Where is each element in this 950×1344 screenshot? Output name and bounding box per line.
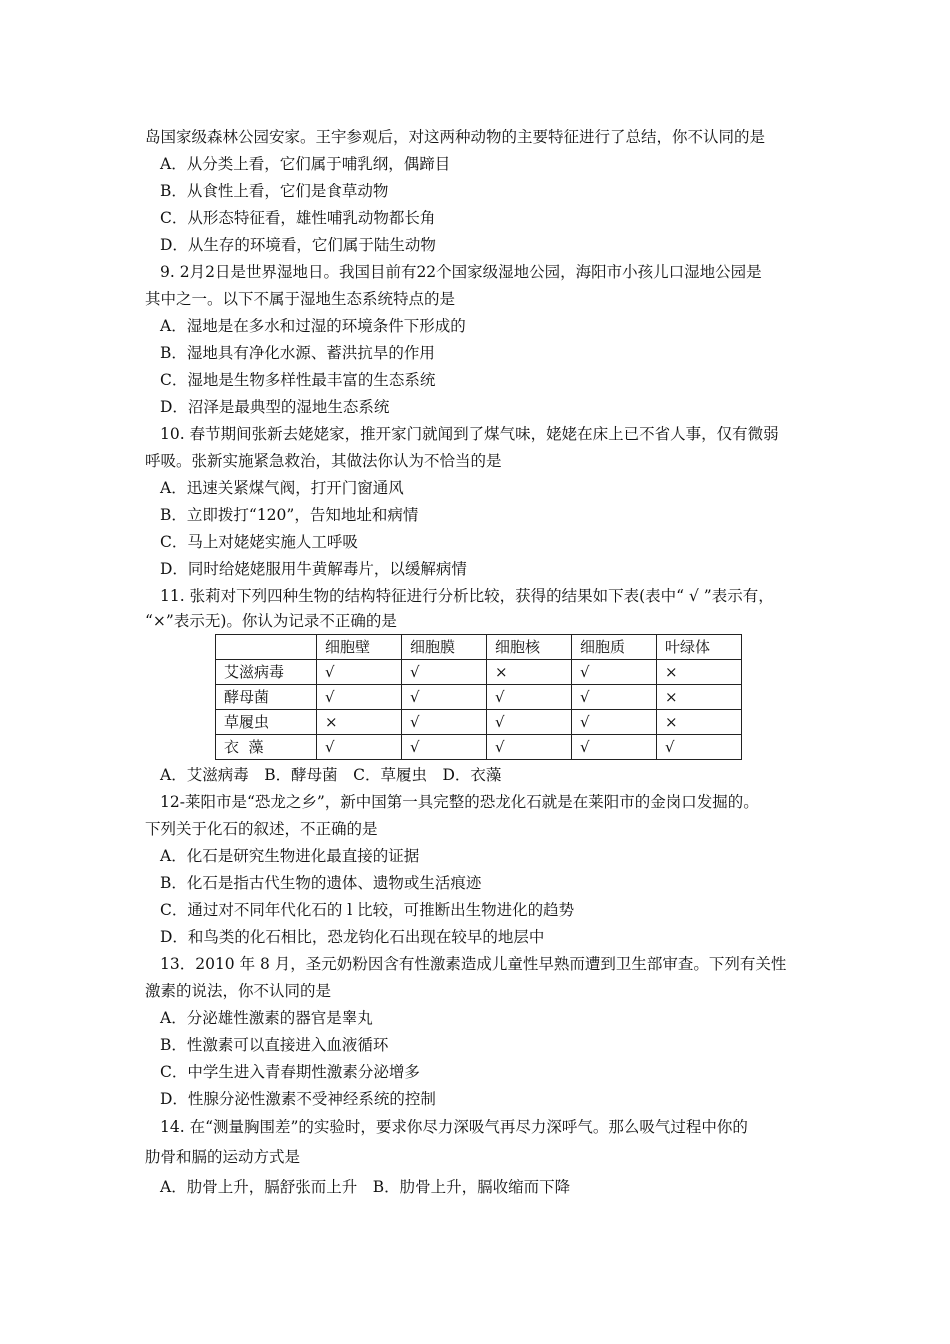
q10-option-b: B．立即拨打“120”，告知地址和病情 [160,506,419,524]
q13-option-c: C．中学生进入青春期性激素分泌增多 [160,1063,420,1081]
table-cell: √ [657,735,742,760]
q13-stem: 13．2010 年 8 月，圣元奶粉因含有性激素造成儿童性早熟而遭到卫生部审查。下列有关性 [160,955,787,973]
table-cell: √ [402,685,487,710]
table-cell: × [317,710,402,735]
q8-stem-continued: 岛国家级森林公园安家。王宇参观后，对这两种动物的主要特征进行了总结，你不认同的是 [145,128,766,146]
q9-option-a: A．湿地是在多水和过湿的环境条件下形成的 [160,317,466,335]
q8-option-a: A．从分类上看，它们属于哺乳纲，偶蹄目 [160,155,451,173]
table-cell: √ [572,735,657,760]
q8-option-c: C．从形态特征看，雄性哺乳动物都长角 [160,209,436,227]
q13-option-a: A．分泌雄性激素的器官是睾丸 [160,1009,373,1027]
q12-stem: 12-莱阳市是“恐龙之乡”，新中国第一具完整的恐龙化石就是在莱阳市的金岗口发掘的。 [160,793,759,811]
table-row-label: 艾滋病毒 [216,660,317,685]
q11-stem-cont: “×”表示无)。你认为记录不正确的是 [145,612,397,630]
q8-option-b: B．从食性上看，它们是食草动物 [160,182,389,200]
table-cell: √ [487,710,572,735]
q9-option-d: D．沼泽是最典型的湿地生态系统 [160,398,390,416]
q11-stem: 11. 张莉对下列四种生物的结构特征进行分析比较，获得的结果如下表(表中“ √ ”表示有， [160,587,774,605]
table-cell: √ [487,735,572,760]
q10-stem: 10. 春节期间张新去姥姥家，推开家门就闻到了煤气味，姥姥在床上已不省人事，仅有微弱 [160,425,779,443]
q9-option-b: B．湿地具有净化水源、蓄洪抗旱的作用 [160,344,435,362]
q9-option-c: C．湿地是生物多样性最丰富的生态系统 [160,371,436,389]
table-cell: √ [317,660,402,685]
table-header-cell: 细胞膜 [402,635,487,660]
table-header-cell: 细胞核 [487,635,572,660]
table-row [216,660,742,685]
table-header-cell: 叶绿体 [657,635,742,660]
q12-option-d: D．和鸟类的化石相比，恐龙钧化石出现在较早的地层中 [160,928,545,946]
q13-option-d: D．性腺分泌性激素不受神经系统的控制 [160,1090,436,1108]
table-header-cell: 细胞壁 [317,635,402,660]
q12-option-b: B．化石是指古代生物的遗体、遗物或生活痕迹 [160,874,482,892]
table-header-cell: 细胞质 [572,635,657,660]
q10-stem-cont: 呼吸。张新实施紧急救治，其做法你认为不恰当的是 [145,452,502,470]
q14-options-ab: A．肋骨上升，膈舒张而上升 B．肋骨上升，膈收缩而下降 [160,1178,571,1196]
table-row [216,735,742,760]
table-header-row [216,635,742,660]
table-cell: √ [572,710,657,735]
table-cell: √ [572,685,657,710]
table-cell: √ [317,735,402,760]
q14-stem: 14. 在“测量胸围差”的实验时，要求你尽力深吸气再尽力深呼气。那么吸气过程中你的 [160,1118,748,1136]
q9-stem: 9. 2月2日是世界湿地日。我国目前有22个国家级湿地公园，海阳市小孩儿口湿地公园是 [160,263,762,281]
table-cell: √ [317,685,402,710]
q12-stem-cont: 下列关于化石的叙述，不正确的是 [145,820,378,838]
q10-option-d: D．同时给姥姥服用牛黄解毒片，以缓解病情 [160,560,467,578]
table-cell: × [657,685,742,710]
table-row-label: 衣 藻 [216,735,317,760]
q10-option-a: A．迅速关紧煤气阀，打开门窗通风 [160,479,404,497]
q12-option-c: C．通过对不同年代化石的 l 比较，可推断出生物进化的趋势 [160,901,575,919]
cell-structure-table [215,634,742,760]
q12-option-a: A．化石是研究生物进化最直接的证据 [160,847,420,865]
q14-stem-cont: 肋骨和膈的运动方式是 [145,1148,301,1166]
table-cell: × [657,710,742,735]
table-row-label: 草履虫 [216,710,317,735]
table-cell: √ [402,710,487,735]
table-header-cell [216,635,317,660]
table-cell: × [657,660,742,685]
table-row-label: 酵母菌 [216,685,317,710]
table-row [216,685,742,710]
table-cell: × [487,660,572,685]
table-cell: √ [572,660,657,685]
table-cell: √ [487,685,572,710]
q9-stem-cont: 其中之一。以下不属于湿地生态系统特点的是 [145,290,456,308]
q10-option-c: C．马上对姥姥实施人工呼吸 [160,533,358,551]
table-cell: √ [402,660,487,685]
table-row [216,710,742,735]
q13-option-b: B．性激素可以直接进入血液循环 [160,1036,389,1054]
q11-options: A．艾滋病毒 B．酵母菌 C．草履虫 D．衣藻 [160,766,502,784]
q8-option-d: D．从生存的环境看，它们属于陆生动物 [160,236,436,254]
q13-stem-cont: 激素的说法，你不认同的是 [145,982,332,1000]
table-cell: √ [402,735,487,760]
